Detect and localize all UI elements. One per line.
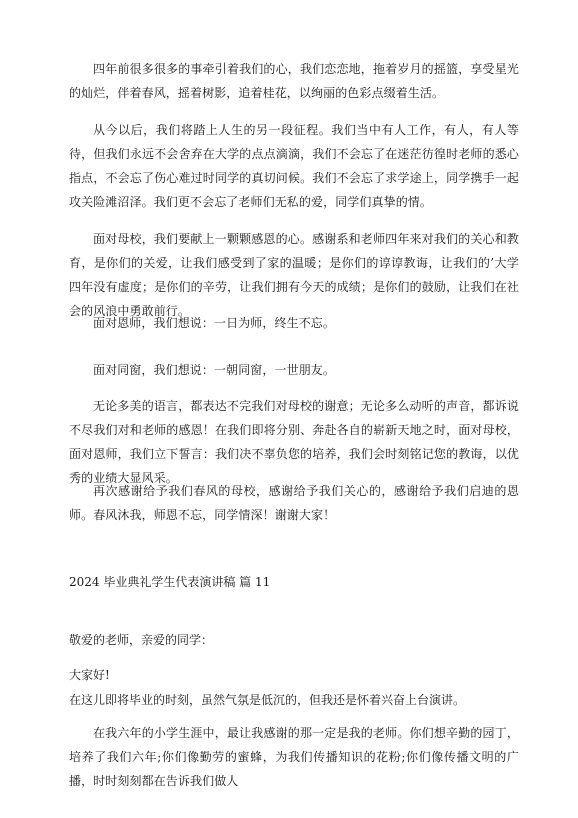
paragraph-to-teachers: 面对恩师，我们想说：一日为师，终生不忘。 <box>93 316 336 330</box>
paragraph-gratitude-teachers: 在我六年的小学生涯中，最让我感谢的那一定是我的老师。你们想辛勤的园丁，培养了我们六年;你们像勤劳的蜜蜂，为我们传播知识的花粉;你们像传播文明的广播，时时刻刻都在告诉我们做人 <box>69 726 519 788</box>
paragraph-new-journey: 从今以后，我们将踏上人生的另一段征程。我们当中有人工作，有人，有人等待，但我们永远不会舍弃在大学的点点滴滴，我们不会忘了在迷茫彷徨时老师的悉心指点，不会忘了伤心难过时同学的真切问候。我们不会忘了求学途上，同学携手一起攻关险滩沼泽。我们更不会忘了老师们无私的爱，同学们真挚的情。 <box>69 123 519 209</box>
greeting: 大家好! <box>69 668 110 682</box>
speech-heading: 2024 毕业典礼学生代表演讲稿 篇 11 <box>69 575 271 589</box>
salutation: 敬爱的老师，亲爱的同学： <box>69 633 214 647</box>
paragraph-to-classmates: 面对同窗，我们想说：一朝同窗，一世朋友。 <box>93 363 336 377</box>
paragraph-final-thanks: 再次感谢给予我们春风的母校，感谢给予我们关心的，感谢给予我们启迪的恩师。春风沐我，师恩不忘，同学情深！谢谢大家！ <box>69 484 519 522</box>
paragraph-oath: 无论多美的语言，都表达不完我们对母校的谢意；无论多么动听的声音，都诉说不尽我们对和老师的感恩！在我们即将分别、奔赴各自的崭新天地之时，面对母校，面对恩师，我们立下誓言：我们决不辜负您的培养，我们会时刻铭记您的教诲，以优秀的业绩大显风采。 <box>69 399 519 485</box>
paragraph-graduation-moment: 在这儿即将毕业的时刻，虽然气氛是低沉的，但我还是怀着兴奋上台演讲。 <box>69 693 466 707</box>
paragraph-memories: 四年前很多很多的事牵引着我们的心，我们恋恋地，拖着岁月的摇篮，享受星光的灿烂，伴着春风，摇着树影，追着桂花，以绚丽的色彩点缀着生活。 <box>69 62 519 100</box>
paragraph-thank-school: 面对母校，我们要献上一颗颗感恩的心。感谢系和老师四年来对我们的关心和教育，是你们的关爱，让我们感受到了家的温暖；是你们的谆谆教诲，让我们的’大学四年没有虚度；是你们的辛劳，让我们拥有今天的成绩；是你们的鼓励，让我们在社会的风浪中勇敢前行。 <box>69 232 519 318</box>
